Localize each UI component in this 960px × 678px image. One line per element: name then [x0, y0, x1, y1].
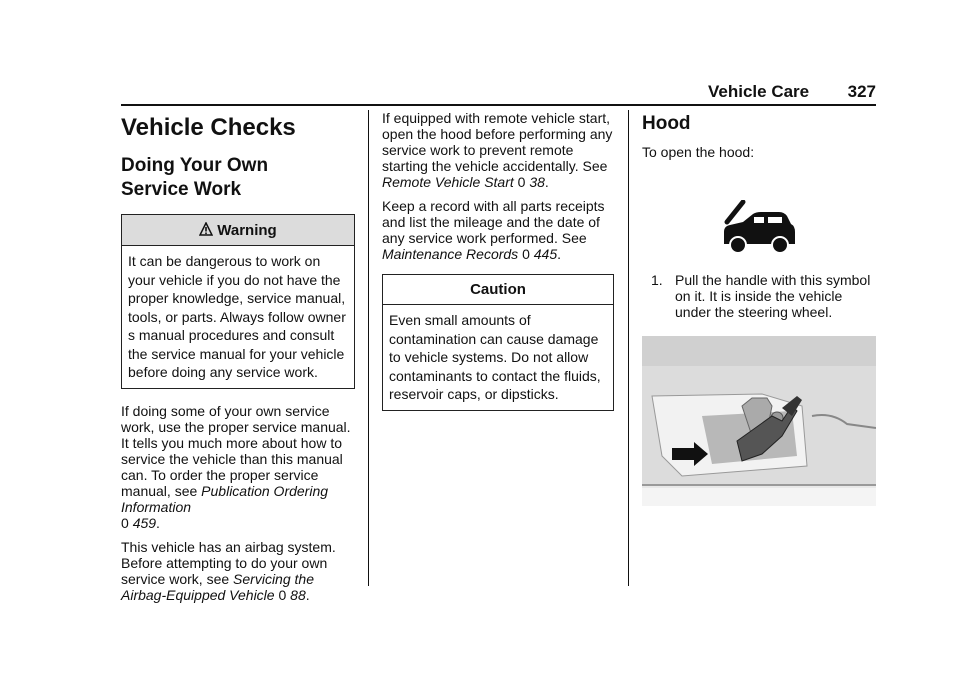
page-ref[interactable]: 459: [132, 514, 157, 531]
warning-triangle-icon: [199, 222, 213, 236]
page-ref-arrow: 0: [517, 174, 526, 190]
hood-release-icon: [721, 200, 797, 260]
header-rule: [121, 104, 876, 106]
column-2: [382, 110, 614, 425]
paragraph-airbag: This vehicle has an airbag system. Before attempting to do your own service work, see Servicing the Airbag-Equipped Vehicle 0 88.: [121, 538, 336, 603]
warning-header: [122, 215, 354, 246]
paragraph-remote-start: If equipped with remote vehicle start, open the hood before performing any service work to prevent remote starting the vehicle accidentally. See Remote Vehicle Start 0 38.: [382, 110, 613, 190]
page-ref[interactable]: 88: [290, 586, 306, 603]
hood-release-handle-photo: [642, 336, 876, 506]
column-divider-1: [368, 110, 369, 586]
chapter-title: Vehicle Checks: [121, 114, 296, 141]
column-3: [642, 110, 876, 506]
paragraph-service-manual: If doing some of your own service work, use the proper service manual. It tells you much more about how to service the vehicle than this manual can. To order the proper service manual, see Publication Ordering Information 0 459.: [121, 402, 351, 531]
link-remote-vehicle-start[interactable]: Remote Vehicle Start: [382, 174, 514, 190]
step-text: Pull the handle with this symbol on it. It is inside the vehicle under the steering wheel.: [675, 272, 871, 320]
page-ref[interactable]: 38: [529, 174, 545, 190]
warning-title: Warning: [217, 222, 277, 239]
warning-text: It can be dangerous to work on your vehicle if you do not have the proper knowledge, service manual, tools, or parts. Always follow owner s manual procedures and consult the service manual for your vehicle before doing any service work.: [128, 253, 346, 380]
page-number: 327: [847, 82, 876, 101]
page-ref-arrow: 0: [522, 246, 530, 262]
link-servicing-airbag[interactable]: Servicing the Airbag-Equipped Vehicle: [121, 570, 314, 603]
link-maintenance-records[interactable]: Maintenance Records: [382, 246, 519, 262]
column-1: [121, 110, 355, 611]
section-title: Vehicle Care: [708, 82, 810, 101]
column-divider-2: [628, 110, 629, 586]
running-header: [708, 82, 876, 104]
caution-box: [382, 274, 614, 411]
section-heading: Doing Your Own Service Work: [121, 155, 269, 200]
page-ref-arrow: 0: [278, 586, 287, 603]
step-number: 1.: [651, 272, 663, 288]
warning-box: [121, 214, 355, 389]
link-publication-ordering[interactable]: Publication Ordering Information: [121, 482, 329, 515]
hood-intro: To open the hood:: [642, 144, 755, 160]
caution-text: Even small amounts of contamination can cause damage to vehicle systems. Do not allow contaminants to contact the fluids, reservoir caps, or dipsticks.: [389, 312, 601, 402]
paragraph-records: Keep a record with all parts receipts and list the mileage and the date of any service work performed. See Maintenance Records 0 445.: [382, 198, 605, 262]
page-ref-arrow: 0: [121, 514, 129, 531]
list-item-step-1: [642, 272, 876, 320]
page-ref[interactable]: 445: [533, 246, 558, 262]
caution-title: Caution: [383, 275, 613, 305]
hood-heading: Hood: [642, 113, 691, 134]
